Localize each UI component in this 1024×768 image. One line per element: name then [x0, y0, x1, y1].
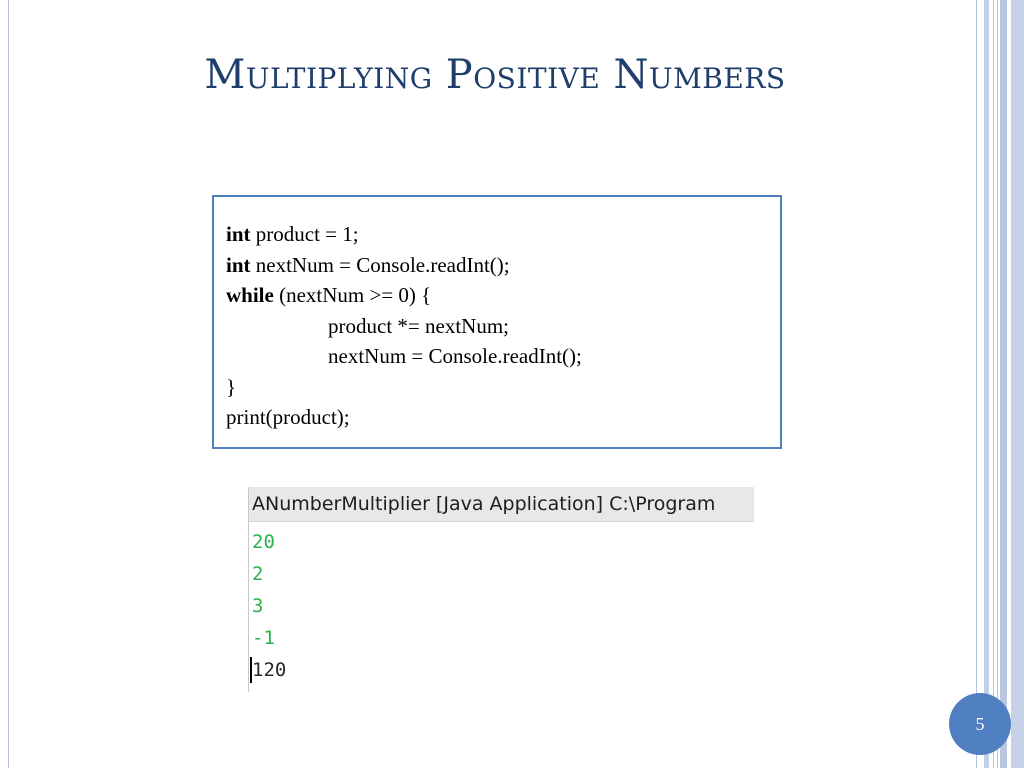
- code-text: product *= nextNum;: [328, 313, 509, 338]
- code-keyword: int: [226, 252, 251, 277]
- console-output-line: [249, 654, 754, 686]
- left-rule: [8, 0, 9, 768]
- console-output-text: 120: [252, 659, 287, 681]
- console-input-line: 20: [252, 531, 275, 553]
- code-line: [226, 280, 780, 311]
- code-line: [226, 341, 780, 372]
- code-text: nextNum = Console.readInt();: [250, 252, 510, 277]
- right-stripe: [993, 0, 998, 768]
- right-stripe: [984, 0, 989, 768]
- code-line: [226, 311, 780, 342]
- code-line: [226, 402, 780, 433]
- code-box: [212, 195, 782, 449]
- right-stripe: [976, 0, 977, 768]
- code-line: [226, 372, 780, 403]
- console-screenshot: [248, 487, 754, 692]
- code-keyword: int: [226, 222, 251, 246]
- code-text: product = 1;: [250, 222, 359, 246]
- code-keyword: while: [226, 283, 274, 307]
- console-header: ANumberMultiplier [Java Application] C:\Program: [249, 487, 754, 522]
- right-stripe: [1011, 0, 1024, 768]
- code-text: }: [226, 374, 237, 399]
- code-text: print(product);: [226, 405, 350, 429]
- code-text: nextNum = Console.readInt();: [328, 344, 582, 368]
- code-line: [226, 219, 780, 250]
- code-text: (nextNum >= 0) {: [273, 283, 432, 307]
- console-input-line: 3: [252, 595, 264, 617]
- console-body: [249, 522, 754, 686]
- code-line: [226, 250, 780, 281]
- page-number-badge: 5: [949, 693, 1011, 755]
- slide-title: Multiplying Positive Numbers: [204, 52, 786, 98]
- console-input-line: -1: [252, 627, 275, 649]
- text-cursor: [250, 657, 252, 683]
- console-input-line: 2: [252, 563, 264, 585]
- right-stripe: [1000, 0, 1007, 768]
